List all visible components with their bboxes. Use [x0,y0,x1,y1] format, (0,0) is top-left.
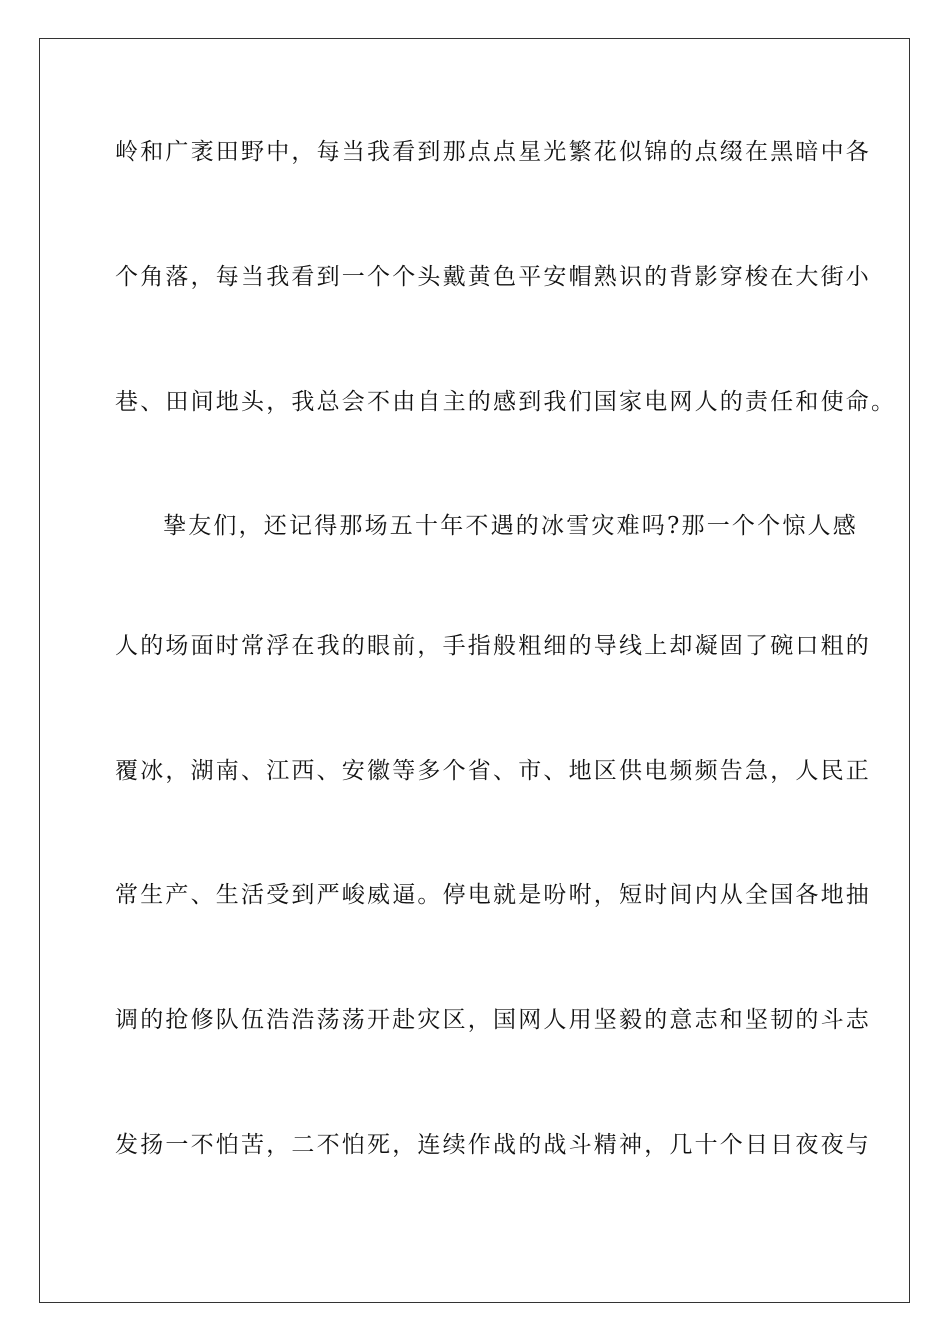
text-line: 常生产、生活受到严峻威逼。停电就是吩咐，短时间内从全国各地抽 [115,882,871,908]
text-line: 岭和广袤田野中，每当我看到那点点星光繁花似锦的点缀在黑暗中各 [115,139,871,165]
text-line: 人的场面时常浮在我的眼前，手指般粗细的导线上却凝固了碗口粗的 [115,633,871,659]
paragraph-start-line: 挚友们，还记得那场五十年不遇的冰雪灾难吗?那一个个惊人感 [163,513,858,539]
text-line: 巷、田间地头，我总会不由自主的感到我们国家电网人的责任和使命。 [115,389,897,415]
text-line: 调的抢修队伍浩浩荡荡开赴灾区，国网人用坚毅的意志和坚韧的斗志 [115,1007,871,1033]
text-line: 个角落，每当我看到一个个头戴黄色平安帽熟识的背影穿梭在大街小 [115,264,871,290]
page-border [39,38,910,1303]
text-line: 发扬一不怕苦，二不怕死，连续作战的战斗精神，几十个日日夜夜与 [115,1132,871,1158]
text-line: 覆冰，湖南、江西、安徽等多个省、市、地区供电频频告急，人民正 [115,758,871,784]
